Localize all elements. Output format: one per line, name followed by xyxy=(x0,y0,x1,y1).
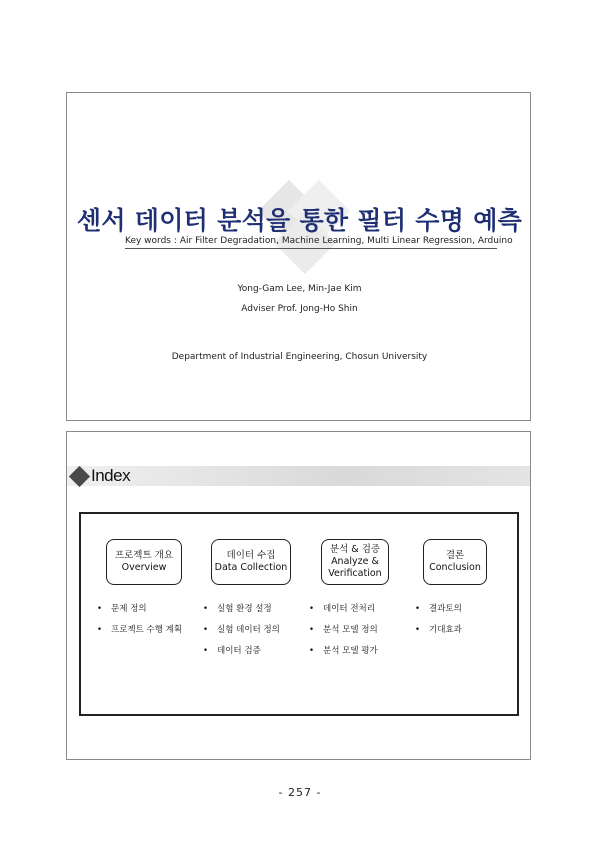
agenda-card-subtitle: Overview xyxy=(121,562,167,573)
agenda-card-subtitle: Data Collection xyxy=(214,562,288,573)
keywords-text: Air Filter Degradation, Machine Learning, Multi Linear Regression, Arduino xyxy=(179,236,513,246)
index-slide xyxy=(66,431,531,760)
adviser: Adviser Prof. Jong-Ho Shin xyxy=(241,304,358,314)
agenda-card-title: 프로젝트 개요 xyxy=(114,550,174,561)
agenda-list-data-collection xyxy=(203,602,280,665)
agenda-card-analyze-verification xyxy=(321,539,389,585)
index-header-band xyxy=(67,466,530,486)
list-item: • 실험 환경 설정 xyxy=(203,602,280,623)
list-item: • 데이터 검증 xyxy=(203,644,280,665)
agenda-box xyxy=(79,512,519,716)
list-item: • 실험 데이터 정의 xyxy=(203,623,280,644)
department: Department of Industrial Engineering, Chosun University xyxy=(171,352,428,362)
authors: Yong-Gam Lee, Min-Jae Kim xyxy=(237,284,362,294)
list-item: • 결과토의 xyxy=(415,602,462,623)
agenda-card-subtitle: Conclusion xyxy=(429,562,481,573)
keywords-label: Key words : xyxy=(125,236,177,246)
list-item: • 데이터 전처리 xyxy=(309,602,378,623)
title-slide xyxy=(66,92,531,421)
agenda-card-data-collection xyxy=(211,539,291,585)
agenda-card-title: 결론 xyxy=(445,550,465,561)
keywords-line xyxy=(125,236,513,249)
list-item: • 프로젝트 수행 계획 xyxy=(97,623,182,644)
agenda-list-analyze-verification xyxy=(309,602,378,665)
list-item: • 분석 모델 정의 xyxy=(309,623,378,644)
list-item: • 분석 모델 평가 xyxy=(309,644,378,665)
agenda-card-title: 데이터 수집 xyxy=(226,550,276,561)
agenda-card-overview xyxy=(106,539,182,585)
index-heading: Index xyxy=(91,466,131,485)
list-item: • 문제 정의 xyxy=(97,602,182,623)
agenda-card-subtitle: Analyze & xyxy=(331,556,379,567)
agenda-list-overview xyxy=(97,602,182,644)
agenda-card-title: 분석 & 검증 xyxy=(329,544,381,555)
list-item: • 기대효과 xyxy=(415,623,462,644)
slide-title: 센서 데이터 분석을 통한 필터 수명 예측 xyxy=(76,206,523,235)
agenda-card-conclusion xyxy=(423,539,487,585)
agenda-list-conclusion xyxy=(415,602,462,644)
page-number: - 257 - xyxy=(278,786,322,799)
agenda-card-subtitle: Verification xyxy=(328,568,382,579)
